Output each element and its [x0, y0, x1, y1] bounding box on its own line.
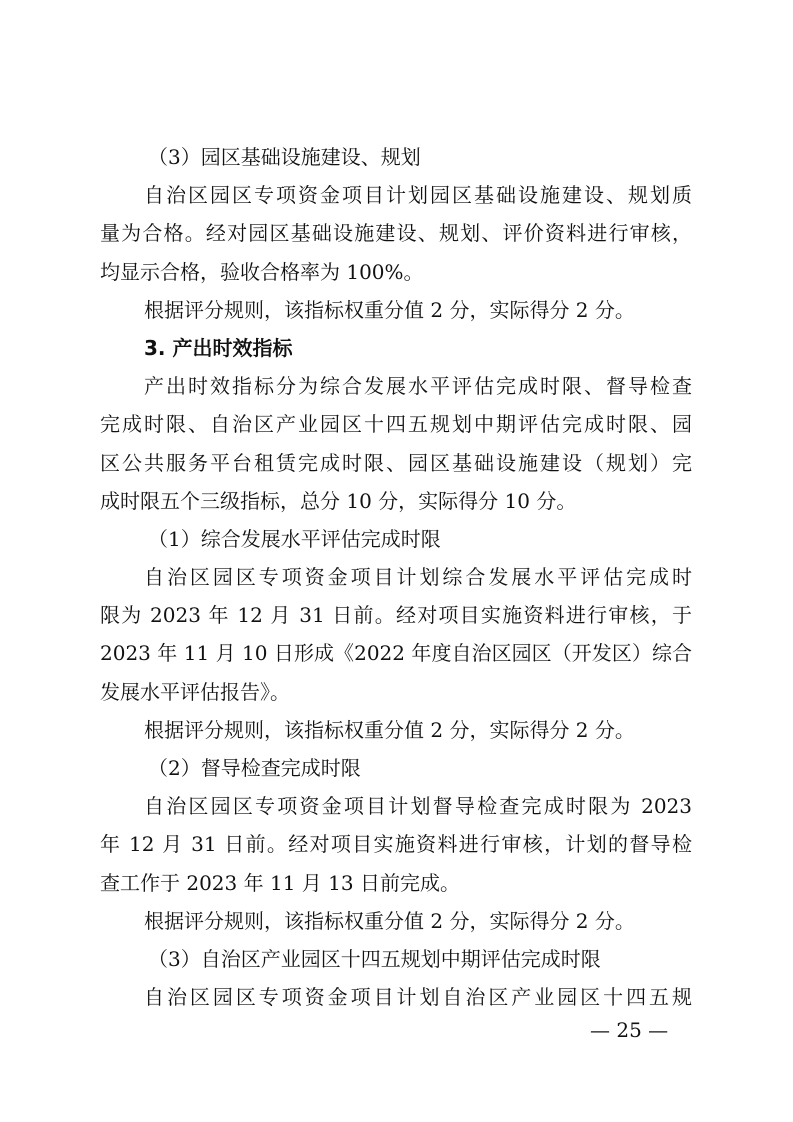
subsection-heading: （2）督导检查完成时限 [148, 756, 361, 780]
paragraph-line: 均显示合格，验收合格率为 100%。 [100, 259, 424, 284]
paragraph-line: 发展水平评估报告》。 [100, 679, 290, 704]
subsection-heading: （3）园区基础设施建设、规划 [148, 145, 421, 169]
paragraph-line: 完成时限、自治区产业园区十四五规划中期评估完成时限、园 [100, 412, 692, 437]
paragraph-line: 量为合格。经对园区基础设施建设、规划、评价资料进行审核， [100, 221, 692, 246]
paragraph-line: 自治区园区专项资金项目计划督导检查完成时限为 2023 [144, 794, 692, 819]
paragraph-line: 产出时效指标分为综合发展水平评估完成时限、督导检查 [144, 374, 692, 399]
subsection-heading: （3）自治区产业园区十四五规划中期评估完成时限 [148, 946, 601, 971]
paragraph-line: 成时限五个三级指标，总分 10 分，实际得分 10 分。 [100, 488, 577, 513]
body-text [100, 138, 692, 1016]
paragraph-line: 区公共服务平台租赁完成时限、园区基础设施建设（规划）完 [100, 450, 692, 475]
page-number: — 25 — [590, 1018, 669, 1042]
score-line: 根据评分规则，该指标权重分值 2 分，实际得分 2 分。 [144, 908, 635, 933]
section-heading: 3. 产出时效指标 [144, 335, 293, 360]
subsection-heading: （1）综合发展水平评估完成时限 [148, 526, 441, 551]
score-line: 根据评分规则，该指标权重分值 2 分，实际得分 2 分。 [144, 297, 635, 322]
paragraph-line: 查工作于 2023 年 11 月 13 日前完成。 [100, 870, 460, 895]
paragraph-line: 2023 年 11 月 10 日形成《2022 年度自治区园区（开发区）综合 [100, 641, 692, 666]
paragraph-line: 自治区园区专项资金项目计划园区基础设施建设、规划质 [144, 183, 692, 208]
paragraph-line: 年 12 月 31 日前。经对项目实施资料进行审核，计划的督导检 [100, 832, 692, 857]
paragraph-line: 自治区园区专项资金项目计划综合发展水平评估完成时 [144, 565, 692, 590]
paragraph-line: 限为 2023 年 12 月 31 日前。经对项目实施资料进行审核，于 [100, 603, 692, 628]
paragraph-line: 自治区园区专项资金项目计划自治区产业园区十四五规 [144, 985, 692, 1010]
score-line: 根据评分规则，该指标权重分值 2 分，实际得分 2 分。 [144, 717, 635, 742]
